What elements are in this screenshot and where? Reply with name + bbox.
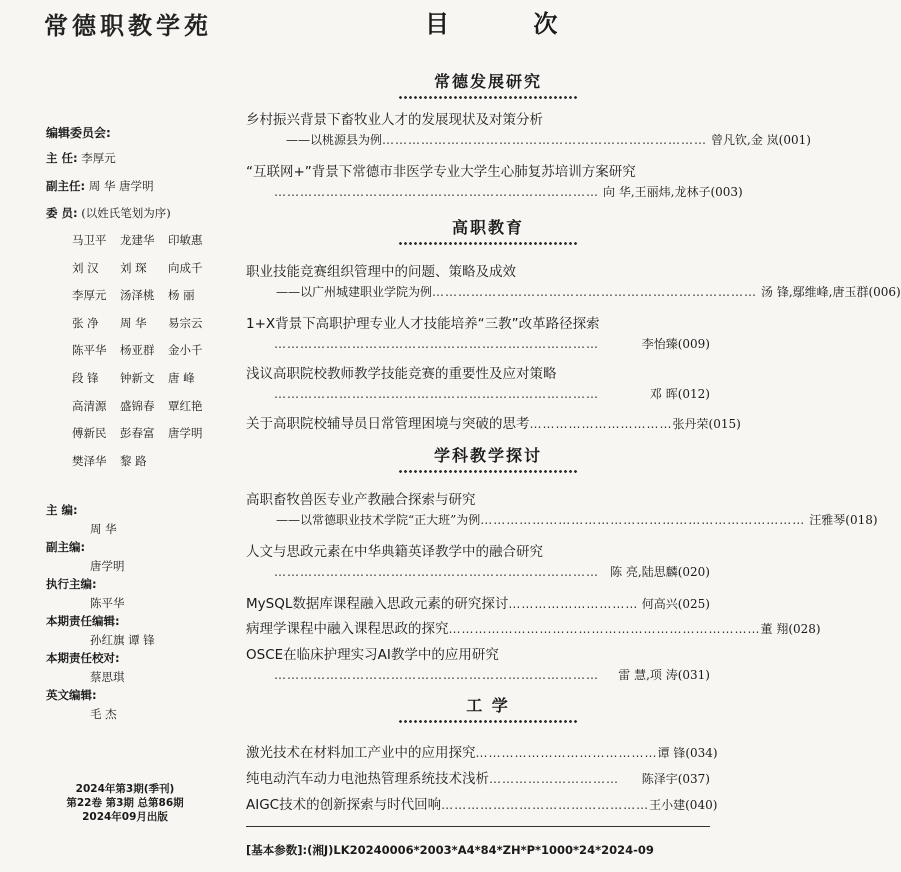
dot-leader: …………………………… bbox=[529, 417, 673, 431]
staff-value: 毛 杰 bbox=[90, 707, 117, 721]
staff-label: 主 编: bbox=[46, 503, 78, 517]
issue-line: 2024年09月出版 bbox=[82, 811, 168, 823]
dot-leader: ………………………………………… bbox=[441, 798, 650, 812]
section-header bbox=[238, 696, 738, 725]
article-author: 何高兴 bbox=[641, 597, 678, 611]
dot-leader: ………………………… bbox=[489, 772, 619, 786]
section-name: 常德发展研究 bbox=[433, 72, 542, 91]
staff-value: 蔡思琪 bbox=[90, 670, 125, 684]
editorial-column bbox=[0, 0, 232, 872]
director-row bbox=[46, 150, 116, 166]
article-title: 纯电动汽车动力电池热管理系统技术浅析 bbox=[246, 771, 489, 787]
dot-leader: …………………………………… bbox=[475, 746, 658, 760]
dot-leader: ………………………………………………………………… bbox=[274, 185, 599, 199]
article-page: (020) bbox=[677, 565, 710, 579]
article-title: 人文与思政元素在中华典籍英译教学中的融合研究 bbox=[246, 544, 543, 560]
article-author: 曾凡钦,金 岚 bbox=[711, 133, 779, 147]
section-header bbox=[238, 218, 738, 247]
vice-director-row bbox=[46, 178, 154, 194]
members-row bbox=[46, 205, 171, 221]
article-author: 雷 慧,项 涛 bbox=[618, 668, 678, 682]
article-page: (006) bbox=[868, 285, 901, 299]
article-subtitle: ——以桃源县为例 bbox=[286, 133, 383, 147]
article-page: (025) bbox=[677, 597, 710, 611]
toc-entry[interactable] bbox=[246, 542, 710, 582]
dot-leader: ……………………………………………………………… bbox=[448, 622, 761, 636]
director-label: 主 任: bbox=[46, 151, 78, 165]
article-page: (009) bbox=[677, 337, 710, 351]
members-note: (以姓氏笔划为序) bbox=[81, 206, 171, 220]
article-title: MySQL数据库课程融入思政元素的研究探讨 bbox=[246, 596, 509, 612]
dot-leader: ………………………………………………………………… bbox=[274, 337, 599, 351]
members-list bbox=[72, 232, 216, 480]
article-author: 汤 锋,鄢维峰,唐玉群 bbox=[761, 285, 869, 299]
committee-title: 编辑委员会: bbox=[46, 126, 111, 140]
magazine-title: 常德职教学苑 bbox=[44, 12, 212, 40]
section-ornament bbox=[398, 240, 578, 247]
article-title: 职业技能竞赛组织管理中的问题、策略及成效 bbox=[246, 264, 516, 280]
dot-leader: ………………………………………………………………… bbox=[274, 565, 599, 579]
article-title: “互联网+”背景下常德市非医学专业大学生心肺复苏培训方案研究 bbox=[246, 164, 636, 180]
staff-value: 周 华 bbox=[90, 522, 117, 536]
vice-director-names: 周 华 唐学明 bbox=[88, 179, 154, 193]
staff-value: 孙红旗 谭 锋 bbox=[90, 633, 155, 647]
member-row: 马卫平 龙建华 印敏惠 bbox=[72, 233, 203, 247]
toc-entry[interactable] bbox=[246, 414, 741, 434]
article-title: 高职畜牧兽医专业产教融合探索与研究 bbox=[246, 492, 476, 508]
staff-label: 执行主编: bbox=[46, 577, 97, 591]
article-page: (018) bbox=[845, 513, 878, 527]
bottom-divider bbox=[246, 826, 710, 827]
article-author: 邓 晖 bbox=[649, 387, 678, 401]
members-label: 委 员: bbox=[46, 206, 78, 220]
article-page: (028) bbox=[788, 622, 821, 636]
staff-label: 英文编辑: bbox=[46, 688, 97, 702]
toc-entry[interactable] bbox=[246, 619, 821, 639]
section-name: 工 学 bbox=[466, 696, 510, 715]
article-page: (003) bbox=[710, 185, 743, 199]
article-title: 激光技术在材料加工产业中的应用探究 bbox=[246, 745, 476, 761]
dot-leader: ………………………………………………………………… bbox=[274, 668, 599, 682]
member-row: 陈平华 杨亚群 金小千 bbox=[72, 343, 203, 358]
issue-line: 2024年第3期(季刊) bbox=[75, 783, 175, 795]
issue-line: 第22卷 第3期 总第86期 bbox=[66, 797, 184, 809]
dot-leader: ………………………… bbox=[508, 597, 639, 611]
member-row: 高清源 盛锦春 覃红艳 bbox=[72, 398, 203, 413]
article-author: 汪雅琴 bbox=[809, 513, 846, 527]
article-title: 1+X背景下高职护理专业人才技能培养“三教”改革路径探索 bbox=[246, 316, 600, 332]
article-subtitle: ——以广州城建职业学院为例 bbox=[276, 285, 433, 299]
dot-leader: ………………………………………………………………… bbox=[432, 285, 758, 299]
article-author: 谭 锋 bbox=[657, 746, 686, 760]
article-page: (034) bbox=[685, 746, 718, 760]
article-page: (040) bbox=[685, 798, 718, 812]
section-name: 学科教学探讨 bbox=[433, 446, 542, 465]
dot-leader: ………………………………………………………………… bbox=[274, 387, 599, 401]
issue-info bbox=[50, 782, 200, 824]
toc-entry[interactable] bbox=[246, 645, 710, 685]
article-title: 乡村振兴背景下畜牧业人才的发展现状及对策分析 bbox=[246, 112, 543, 128]
article-title: AIGC技术的创新探索与时代回响 bbox=[246, 797, 442, 813]
director-name: 李厚元 bbox=[81, 151, 116, 165]
toc-entry[interactable] bbox=[246, 314, 710, 354]
section-header bbox=[238, 72, 738, 101]
section-header bbox=[238, 446, 738, 475]
article-subtitle: ——以常德职业技术学院“正大班”为例 bbox=[276, 513, 481, 527]
dot-leader: ………………………………………………………………… bbox=[382, 133, 708, 147]
toc-entry[interactable] bbox=[246, 110, 811, 150]
dot-leader: ………………………………………………………………… bbox=[480, 513, 806, 527]
article-author: 向 华,王丽炜,龙林子 bbox=[603, 185, 711, 199]
article-author: 王小建 bbox=[649, 798, 686, 812]
staff-value: 陈平华 bbox=[90, 596, 125, 610]
article-author: 李怡臻 bbox=[641, 337, 678, 351]
article-page: (001) bbox=[778, 133, 811, 147]
article-page: (037) bbox=[677, 772, 710, 786]
member-row: 张 净 周 华 易宗云 bbox=[72, 315, 203, 330]
vice-director-label: 副主任: bbox=[46, 179, 86, 193]
staff-value: 唐学明 bbox=[90, 559, 125, 573]
toc-entry[interactable] bbox=[246, 490, 878, 530]
toc-entry[interactable] bbox=[246, 262, 901, 302]
toc-entry[interactable] bbox=[246, 795, 718, 815]
basic-parameters: [基本参数]:(湘J)LK20240006*2003*A4*84*ZH*P*1000*24*2024-09 bbox=[246, 843, 654, 857]
article-author: 董 翔 bbox=[760, 622, 789, 636]
member-row: 段 锋 钟新文 唐 峰 bbox=[72, 370, 195, 385]
toc-entry[interactable] bbox=[246, 594, 710, 614]
member-row: 樊泽华 黎 路 bbox=[72, 453, 147, 468]
member-row: 李厚元 汤泽桃 杨 丽 bbox=[72, 288, 195, 303]
staff-label: 副主编: bbox=[46, 540, 86, 554]
article-author: 陈 亮,陆思麟 bbox=[610, 565, 678, 579]
toc-entry[interactable] bbox=[246, 162, 743, 202]
table-of-contents bbox=[238, 0, 901, 872]
section-ornament bbox=[398, 718, 578, 725]
article-title: 关于高职院校辅导员日常管理困境与突破的思考 bbox=[246, 416, 530, 432]
staff-label: 本期责任校对: bbox=[46, 651, 120, 665]
member-row: 刘 汉 刘 琛 向成千 bbox=[72, 260, 203, 275]
staff-label: 本期责任编辑: bbox=[46, 614, 120, 628]
article-page: (012) bbox=[677, 387, 710, 401]
toc-entry[interactable] bbox=[246, 743, 718, 763]
article-title: 浅议高职院校教师教学技能竞赛的重要性及应对策略 bbox=[246, 366, 557, 382]
article-title: OSCE在临床护理实习AI教学中的应用研究 bbox=[246, 647, 499, 663]
section-ornament bbox=[398, 94, 578, 101]
article-page: (031) bbox=[677, 668, 710, 682]
section-ornament bbox=[398, 468, 578, 475]
toc-entry[interactable] bbox=[246, 769, 710, 789]
article-author: 张丹荣 bbox=[672, 417, 709, 431]
toc-title: 目 次 bbox=[425, 10, 596, 38]
member-row: 傅新民 彭春富 唐学明 bbox=[72, 426, 203, 441]
article-title: 病理学课程中融入课程思政的探究 bbox=[246, 621, 449, 637]
staff-list bbox=[46, 502, 226, 724]
toc-entry[interactable] bbox=[246, 364, 710, 404]
article-page: (015) bbox=[708, 417, 741, 431]
article-author: 陈泽宇 bbox=[641, 772, 678, 786]
section-name: 高职教育 bbox=[451, 218, 524, 237]
